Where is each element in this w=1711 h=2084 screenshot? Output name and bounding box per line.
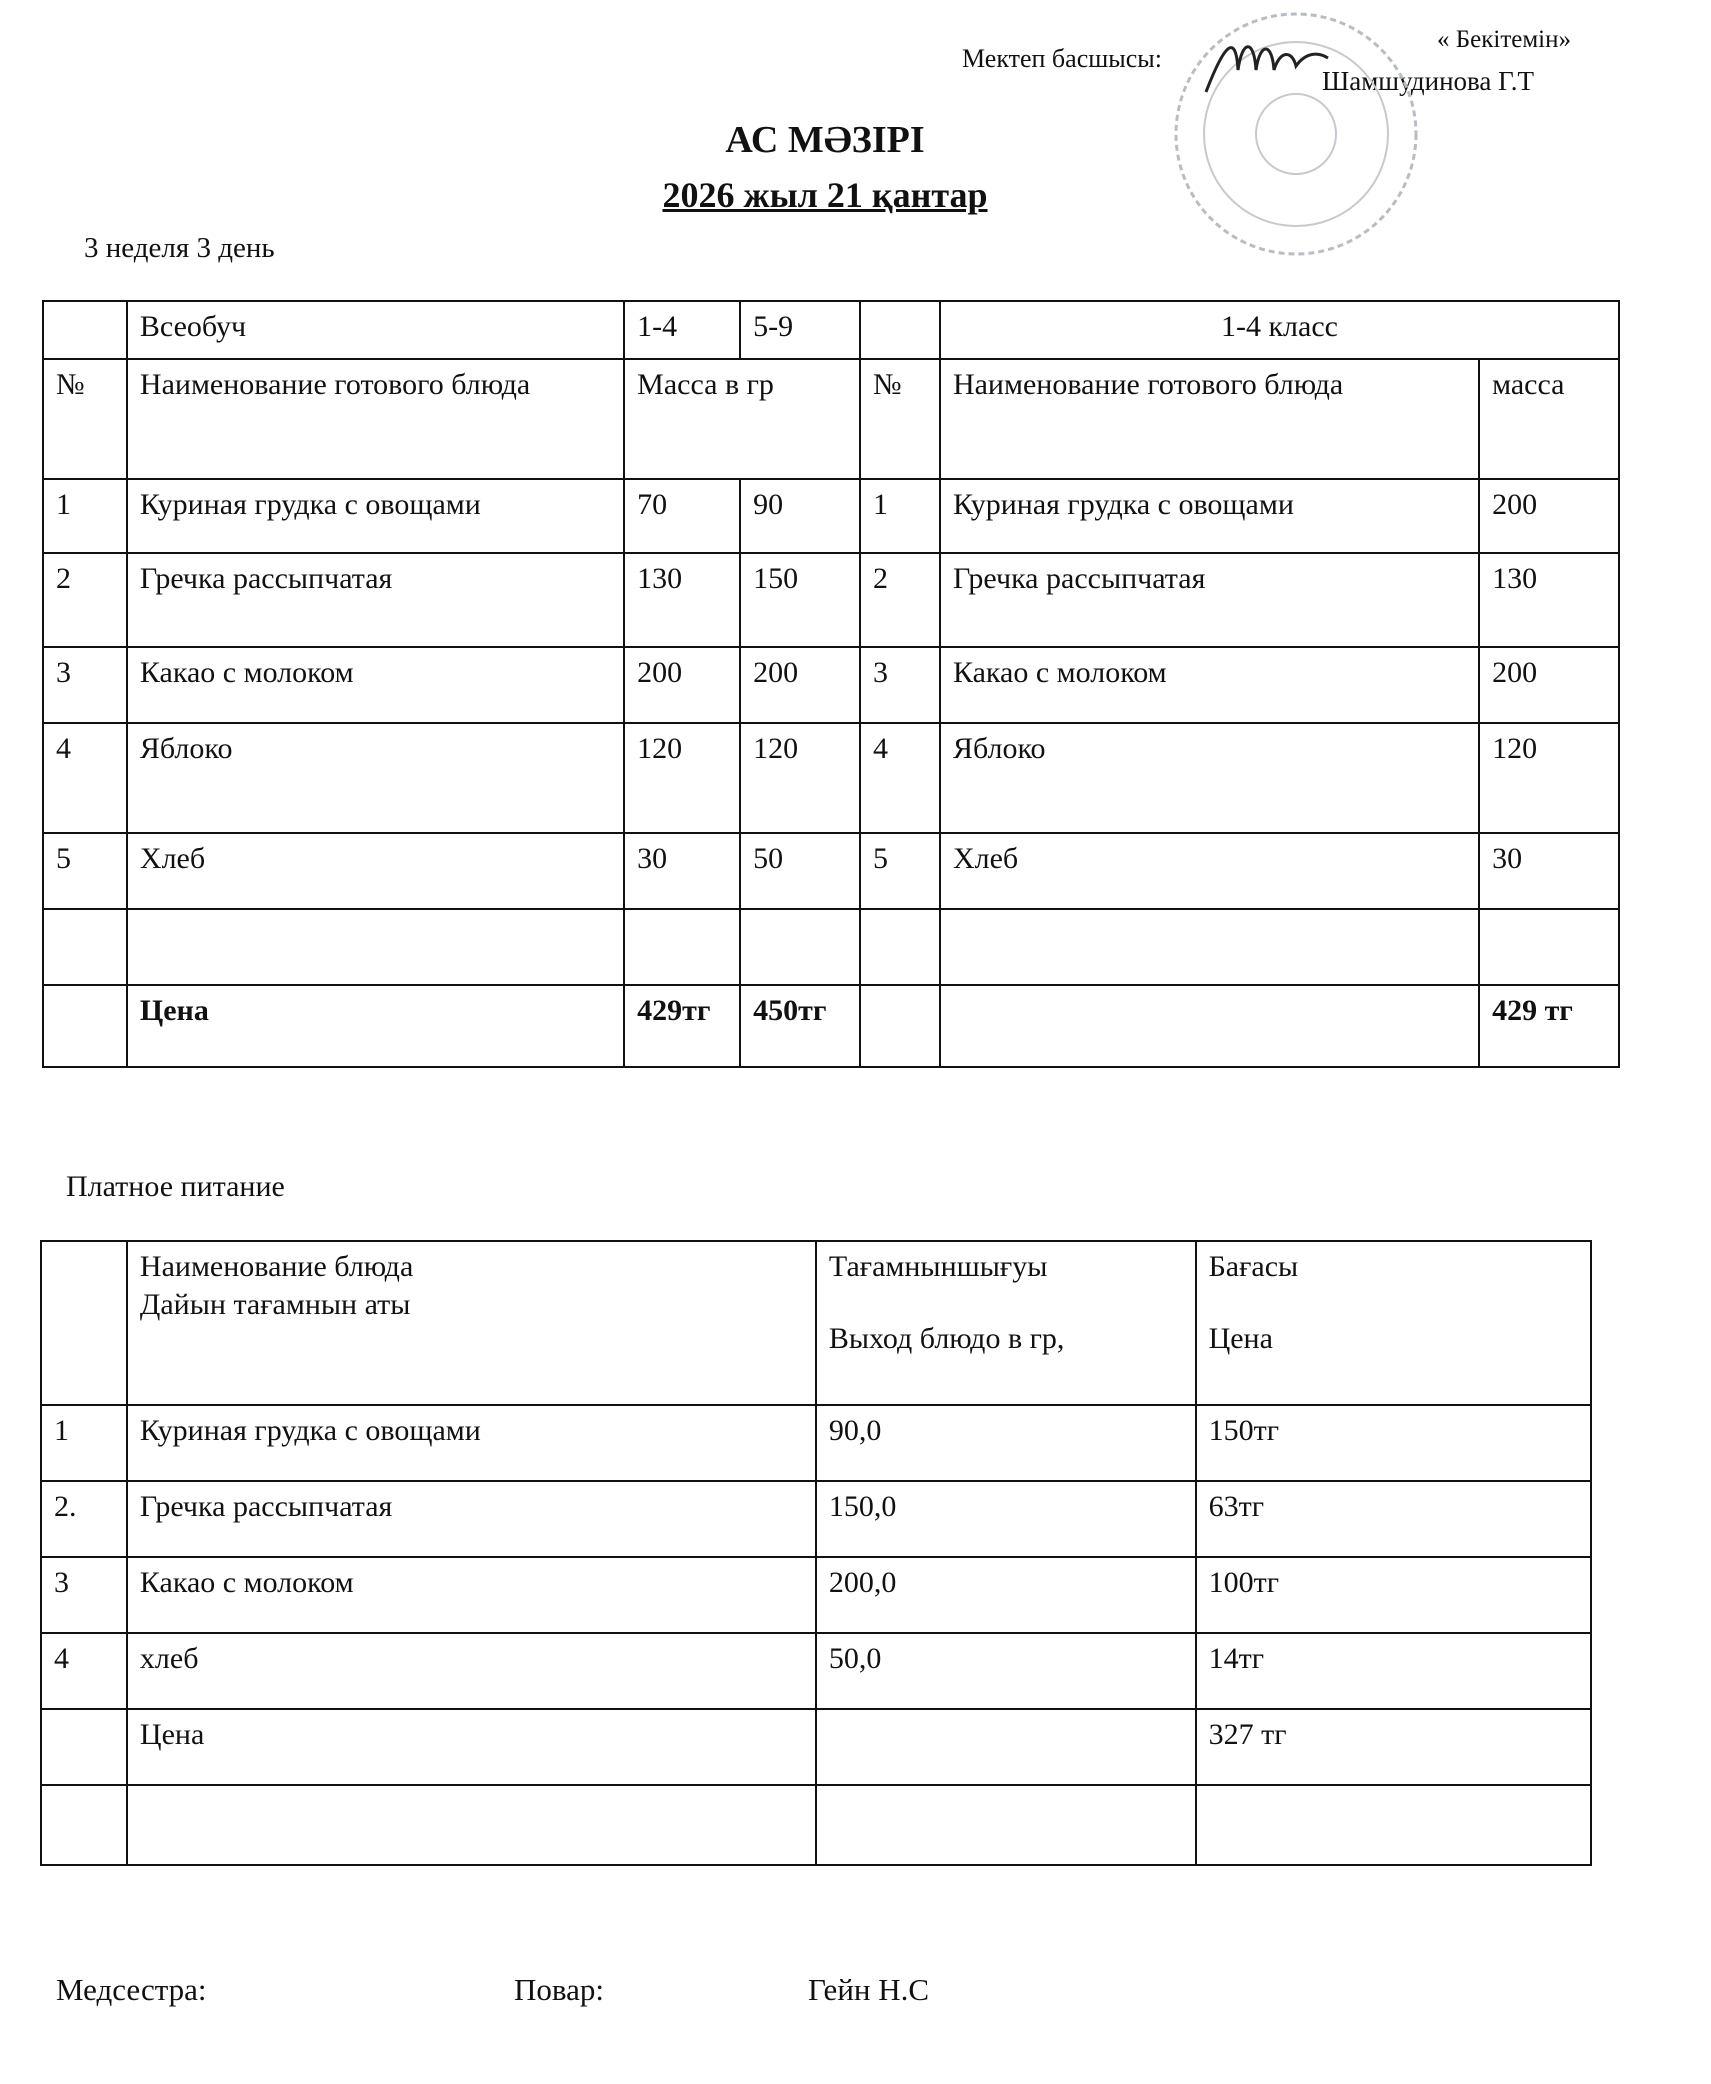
price-5-9: 450тг — [740, 985, 860, 1067]
table-row-empty — [43, 909, 1619, 985]
total-label: Цена — [127, 1709, 816, 1785]
col-num: № — [43, 359, 127, 479]
price-row — [43, 985, 1619, 1067]
col-mass-right: масса — [1479, 359, 1619, 479]
director-signature — [1196, 30, 1336, 100]
price-1-4: 429тг — [624, 985, 740, 1067]
col-dish-name: Наименование блюда Дайын тағамнын аты — [127, 1241, 816, 1405]
col-mass: Масса в гр — [624, 359, 860, 479]
table-row: 3 Какао с молоком 200,0 100тг — [41, 1557, 1591, 1633]
cell-empty — [860, 301, 940, 359]
table-row: 4 Яблоко 120 120 4 Яблоко 120 — [43, 723, 1619, 833]
price-right: 429 тг — [1479, 985, 1619, 1067]
approval-label: « Бекітемін» — [1437, 26, 1571, 53]
table-row: 2. Гречка рассыпчатая 150,0 63тг — [41, 1481, 1591, 1557]
table-row-empty — [41, 1785, 1591, 1865]
director-label: Мектеп басшысы: — [962, 44, 1162, 73]
grade-1-4: 1-4 — [624, 301, 740, 359]
cell-empty — [43, 301, 127, 359]
col-price: Бағасы Цена — [1196, 1241, 1591, 1405]
menu-table — [42, 300, 1620, 1068]
table-row: 4 хлеб 50,0 14тг — [41, 1633, 1591, 1709]
grade-5-9: 5-9 — [740, 301, 860, 359]
price-label: Цена — [127, 985, 624, 1067]
right-header: 1-4 класс — [940, 301, 1619, 359]
total-value: 327 тг — [1196, 1709, 1591, 1785]
vseobuch-label: Всеобуч — [127, 301, 624, 359]
col-yield: Тағамныншығуы Выход блюдо в гр, — [816, 1241, 1196, 1405]
nurse-label: Медсестра: — [56, 1972, 207, 2007]
table-row: 2 Гречка рассыпчатая 130 150 2 Гречка рассыпчатая 130 — [43, 553, 1619, 647]
total-row — [41, 1709, 1591, 1785]
table-row: 1 Куриная грудка с овощами 70 90 1 Куриная грудка с овощами 200 — [43, 479, 1619, 553]
table-row: 1 Куриная грудка с овощами 90,0 150тг — [41, 1405, 1591, 1481]
paid-table — [40, 1240, 1592, 1866]
table-row: 3 Какао с молоком 200 200 3 Какао с молоком 200 — [43, 647, 1619, 723]
cook-name: Гейн Н.С — [808, 1972, 930, 2007]
col-name-right: Наименование готового блюда — [940, 359, 1479, 479]
cell-empty — [41, 1241, 127, 1405]
table-row: 5 Хлеб 30 50 5 Хлеб 30 — [43, 833, 1619, 909]
cook-label: Повар: — [514, 1972, 604, 2007]
paid-section-label: Платное питание — [66, 1170, 285, 1203]
page-title: АС МӘЗІРІ — [725, 119, 925, 161]
col-name: Наименование готового блюда — [127, 359, 624, 479]
week-day-label: 3 неделя 3 день — [84, 232, 275, 264]
menu-date: 2026 жыл 21 қантар — [662, 175, 988, 215]
director-name: Шамшудинова Г.Т — [1322, 66, 1534, 96]
col-num-right: № — [860, 359, 940, 479]
